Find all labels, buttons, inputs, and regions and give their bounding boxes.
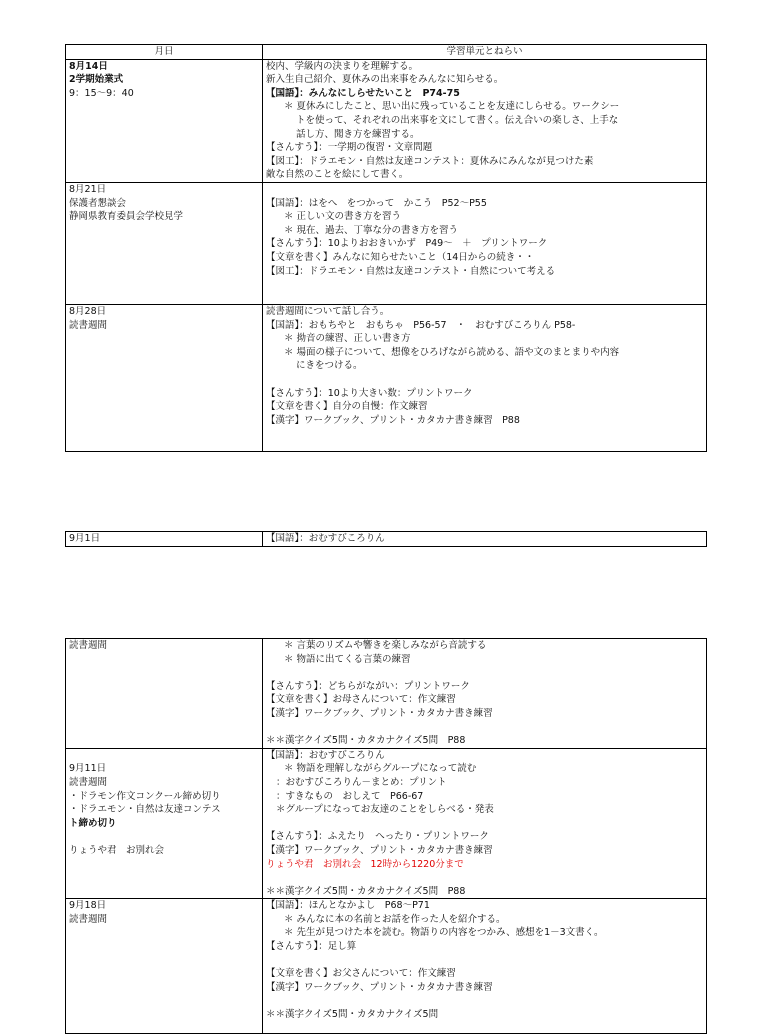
content-line: ＊ みんなに本の名前とお話を作った人を紹介する。 (284, 913, 506, 925)
content-line: 話し方、聞き方を練習する。 (296, 128, 420, 140)
event-label: ・ドラエモン・自然は友達コンテス (69, 804, 221, 816)
date-label: 8月21日 (69, 183, 107, 195)
event-label: 読書週間 (69, 319, 108, 331)
content-line: 【国語】：おもちやと おもちゃ P56-57 ・ おむすびころりん P58- (266, 319, 576, 331)
table-row (66, 899, 707, 1034)
content-line (266, 373, 703, 387)
content-line: ＊ 拗音の練習、正しい書き方 (284, 333, 411, 345)
schedule-table-august (65, 44, 707, 452)
event-label: 読書週間 (69, 776, 108, 788)
date-cell (66, 639, 263, 749)
content-line: 【漢字】ワークブック、プリント・カタカナ書き練習 (266, 981, 493, 993)
content-line: ＊ 正しい文の書き方を習う (284, 211, 402, 223)
content-line: 【国語】：ほんとなかよし P68～P71 (266, 900, 430, 912)
content-line: 【文章を書く】お母さんについて：作文練習 (266, 694, 456, 706)
content-line: ＊ 先生が見つけた本を読む。物語りの内容をつかみ、感想を1－3文書く。 (284, 927, 604, 939)
content-line: ＊ 現在、過去、丁寧な分の書き方を習う (284, 224, 459, 236)
content-line: 【さんすう】：ふえたり へったり・プリントワーク (266, 831, 489, 843)
content-line (266, 871, 703, 885)
content-line: 【国語】：おむすびころりん (266, 749, 385, 761)
content-cell: 【国語】：おむすびころりん (263, 532, 707, 547)
date-cell (66, 59, 263, 182)
date-label: 9月18日 (69, 900, 107, 912)
farewell-party-note: りょうや君 お別れ会 12時から1220分まで (266, 858, 464, 870)
content-cell (263, 59, 707, 182)
content-line: トを使って、それぞれの出来事を文にして書く。伝え合いの楽しさ、上手な (296, 114, 619, 126)
content-line: 【文章を書く】みんなに知らせたいこと（14日からの続き・・ (266, 251, 535, 263)
content-line: ：おむすびころりん－まとめ：プリント (276, 776, 447, 788)
date-spacer (69, 749, 259, 763)
table-row (66, 748, 707, 899)
header-date: 月日 (66, 45, 263, 60)
content-line: 新入生自己紹介、夏休みの出来事をみんなに知らせる。 (266, 74, 504, 86)
content-line: 【さんすう】：どちらがながい：プリントワーク (266, 680, 470, 692)
table-row (66, 182, 707, 304)
content-line: 読書週間について話し合う。 (266, 305, 390, 317)
table-row (66, 532, 707, 547)
date-cell (66, 182, 263, 304)
event-label: ・ドラモン作文コンクール締め切り (69, 790, 221, 802)
content-line: 【さんすう】：足し算 (266, 941, 357, 953)
content-line: ＊ 言葉のリズムや響きを楽しみながら音読する (284, 640, 487, 651)
event-label: りょうや君 お別れ会 (69, 844, 165, 856)
event-label: 読書週間 (69, 640, 108, 651)
date-cell (66, 748, 263, 899)
event-label: 2学期始業式 (69, 74, 124, 86)
time-label: 9：15～9：40 (69, 87, 134, 99)
event-label: 静岡県教育委員会学校見学 (69, 211, 184, 223)
content-line: 敵な自然のことを絵にして書く。 (266, 169, 409, 181)
date-label: 8月28日 (69, 305, 107, 317)
content-cell (263, 639, 707, 749)
content-line: 【漢字】ワークブック、プリント・カタカナ書き練習 P88 (266, 414, 520, 426)
content-cell (263, 182, 707, 304)
schedule-table-sept1 (65, 531, 707, 547)
content-line (266, 954, 703, 968)
content-cell (263, 748, 707, 899)
event-label: 保護者懇談会 (69, 197, 127, 209)
table-row (66, 59, 707, 182)
date-cell (66, 899, 263, 1034)
content-cell (263, 899, 707, 1034)
content-line: 【図工】：ドラエモン・自然は友達コンテスト・自然について考える (266, 265, 556, 277)
content-line: ＊＊漢字クイズ5問・カタカナクイズ5問 P88 (266, 735, 466, 747)
date-spacer (69, 830, 259, 844)
content-line: ＊ 夏休みにしたこと、思い出に残っていることを友達にしらせる。ワークシー (284, 101, 620, 113)
content-line (266, 721, 703, 735)
content-line: 【国語】：はをへ をつかって かこう P52～P55 (266, 197, 487, 209)
content-line: ：すきなもの おしえて P66-67 (276, 790, 424, 802)
content-cell (263, 304, 707, 451)
event-label: ト締め切り (69, 817, 117, 829)
content-line (266, 994, 703, 1008)
content-line (266, 666, 703, 680)
content-line: 【文章を書く】自分の自慢：作文練習 (266, 401, 428, 413)
date-label: 9月11日 (69, 763, 107, 775)
date-cell (66, 304, 263, 451)
date-cell: 9月1日 (66, 532, 263, 547)
content-line (266, 817, 703, 831)
content-line: 校内、学級内の決まりを理解する。 (266, 60, 419, 72)
content-line: 【さんすう】：10より大きい数：プリントワーク (266, 387, 473, 399)
table-header-row (66, 45, 707, 60)
header-unit-goals: 学習単元とねらい (263, 45, 707, 60)
content-line: 【漢字】ワークブック、プリント・カタカナ書き練習 (266, 707, 493, 719)
content-line: ＊ 場面の様子について、想像をひろげながら読める、語や文のまとまりや内容 (284, 346, 620, 358)
content-line: ＊グループになってお友達のことをしらべる・発表 (276, 804, 494, 816)
content-line: 【国語】：みんなにしらせたいこと P74-75 (266, 87, 460, 99)
table-row (66, 304, 707, 451)
content-line: ＊ 物語に出てくる言葉の練習 (284, 653, 411, 665)
content-line: ＊＊漢字クイズ5問・カタカナクイズ5問 (266, 1009, 439, 1021)
event-label: 読書週間 (69, 913, 108, 925)
content-line: 【図工】：ドラエモン・自然は友達コンテスト：夏休みにみんなが見つけた素 (266, 155, 594, 167)
content-line: 【漢字】ワークブック、プリント・カタカナ書き練習 (266, 844, 493, 856)
content-line (266, 183, 703, 197)
content-line: ＊＊漢字クイズ5問・カタカナクイズ5問 P88 (266, 885, 466, 897)
content-line: にきをつける。 (296, 360, 363, 372)
content-line: 【文章を書く】お父さんについて：作文練習 (266, 968, 456, 980)
date-label: 8月14日 (69, 60, 108, 72)
table-row (66, 639, 707, 749)
content-line: 【さんすう】：10よりおおきいかず P49～ ＋ プリントワーク (266, 238, 548, 250)
content-line: 【さんすう】：一学期の復習・文章問題 (266, 142, 433, 154)
content-line: ＊ 物語を理解しながらグループになって読む (284, 763, 477, 775)
schedule-table-september (65, 638, 707, 1034)
